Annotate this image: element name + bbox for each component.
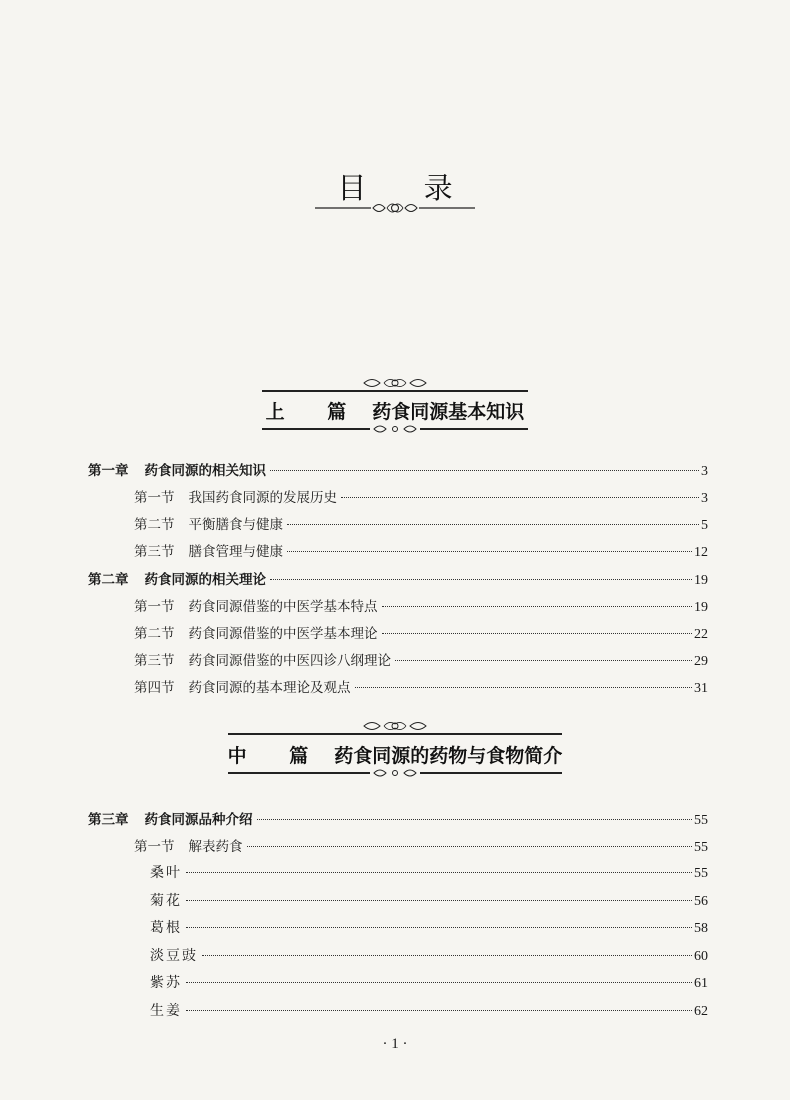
section-number: 第四节: [134, 680, 175, 696]
item-title: 桑叶: [150, 865, 182, 881]
section-number: 第一节: [134, 839, 175, 855]
page-ref: 58: [694, 921, 708, 936]
page-ref: 12: [694, 545, 708, 560]
page-ref: 31: [694, 681, 708, 696]
dot-leader: [247, 845, 693, 847]
item-title: 葛根: [150, 920, 182, 936]
title-ornament: [0, 198, 790, 218]
section-number: 第二节: [134, 517, 175, 533]
section-number: 第一节: [134, 490, 175, 506]
chapter-title: 药食同源的相关知识: [144, 463, 266, 479]
dot-leader: [382, 632, 693, 634]
toc-section[interactable]: [134, 486, 708, 508]
page-ref: 5: [701, 518, 708, 533]
page-ref: 55: [694, 813, 708, 828]
part-label: 中 篇: [227, 745, 327, 767]
dot-leader: [355, 686, 693, 688]
section-title: 膳食管理与健康: [188, 544, 283, 560]
page-ref: 29: [694, 654, 708, 669]
section-title: 我国药食同源的发展历史: [188, 490, 337, 506]
section-title: 药食同源借鉴的中医学基本特点: [188, 599, 378, 615]
toc-section[interactable]: [134, 540, 708, 562]
chapter-number: 第三章: [88, 812, 129, 828]
page-ref: 3: [701, 491, 708, 506]
dot-leader: [270, 469, 699, 471]
item-title: 菊花: [150, 893, 182, 909]
part-name: 药食同源基本知识: [372, 401, 525, 423]
dot-leader: [186, 926, 692, 928]
toc-section[interactable]: [134, 513, 708, 535]
dot-leader: [395, 659, 692, 661]
chapter-number: 第一章: [88, 463, 129, 479]
chapter-title: 药食同源的相关理论: [144, 572, 266, 588]
page-ref: 19: [694, 600, 708, 615]
dot-leader: [186, 899, 692, 901]
part-title: [0, 741, 790, 768]
page-ref: 60: [694, 949, 708, 964]
toc-item[interactable]: [150, 972, 708, 994]
page-ref: 61: [694, 976, 708, 991]
toc-item[interactable]: [150, 1000, 708, 1022]
part-label: 上 篇: [265, 401, 365, 423]
dot-leader: [186, 981, 692, 983]
toc-chapter[interactable]: [88, 568, 708, 590]
page-ref: 55: [694, 840, 708, 855]
chapter-number: 第二章: [88, 572, 129, 588]
section-title: 解表药食: [188, 839, 243, 855]
section-title: 药食同源借鉴的中医学基本理论: [188, 626, 378, 642]
dot-leader: [186, 871, 692, 873]
section-number: 第一节: [134, 599, 175, 615]
page-ref: 55: [694, 866, 708, 881]
page-ref: 62: [694, 1004, 708, 1019]
toc-title: 目 录: [337, 171, 477, 205]
chapter-title: 药食同源品种介绍: [144, 812, 253, 828]
dot-leader: [270, 578, 692, 580]
section-number: 第三节: [134, 653, 175, 669]
item-title: 淡豆豉: [150, 948, 198, 964]
toc-section[interactable]: [134, 835, 708, 857]
part-name: 药食同源的药物与食物简介: [334, 745, 563, 767]
page-ref: 56: [694, 894, 708, 909]
dot-leader: [341, 496, 699, 498]
part-rule-top: [262, 390, 528, 392]
item-title: 生姜: [150, 1003, 182, 1019]
part-title: [0, 397, 790, 424]
section-title: 药食同源的基本理论及观点: [188, 680, 351, 696]
toc-section[interactable]: [134, 595, 708, 617]
page-number: · 1 ·: [382, 1036, 408, 1052]
section-number: 第三节: [134, 544, 175, 560]
toc-item[interactable]: [150, 945, 708, 967]
page-ref: 22: [694, 627, 708, 642]
dot-leader: [257, 818, 693, 820]
toc-section[interactable]: [134, 649, 708, 671]
toc-chapter[interactable]: [88, 808, 708, 830]
toc-section[interactable]: [134, 622, 708, 644]
toc-item[interactable]: [150, 890, 708, 912]
part-ornament: [0, 421, 790, 437]
dot-leader: [202, 954, 692, 956]
dot-leader: [186, 1009, 692, 1011]
part-ornament: [0, 718, 790, 738]
page-ref: 19: [694, 573, 708, 588]
toc-section[interactable]: [134, 676, 708, 698]
page-ref: 3: [701, 464, 708, 479]
toc-item[interactable]: [150, 862, 708, 884]
toc-item[interactable]: [150, 917, 708, 939]
part-rule-top: [228, 733, 562, 735]
part-ornament: [0, 375, 790, 395]
section-number: 第二节: [134, 626, 175, 642]
dot-leader: [287, 550, 692, 552]
dot-leader: [382, 605, 693, 607]
item-title: 紫苏: [150, 975, 182, 991]
part-ornament: [0, 765, 790, 781]
section-title: 药食同源借鉴的中医四诊八纲理论: [188, 653, 391, 669]
toc-chapter[interactable]: [88, 459, 708, 481]
dot-leader: [287, 523, 699, 525]
section-title: 平衡膳食与健康: [188, 517, 283, 533]
